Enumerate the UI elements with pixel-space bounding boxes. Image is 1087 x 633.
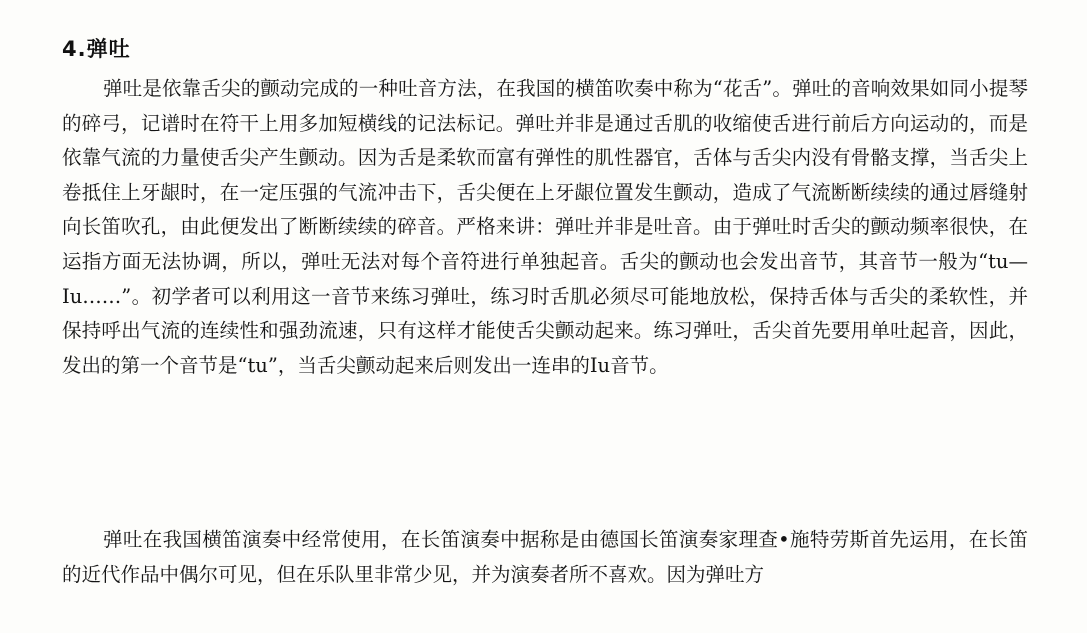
section-heading: 4.弹吐: [62, 37, 131, 61]
paragraph-flutter-tonguing-definition: 弹吐是依靠舌尖的颤动完成的一种吐音方法，在我国的横笛吹奏中称为“花舌”。弹吐的音响效果如同小提琴的碎弓，记谱时在符干上用多加短横线的记法标记。弹吐并非是通过舌肌的收缩使舌进行前后方向运动的，而是依靠气流的力量使舌尖产生颤动。因为舌是柔软而富有弹性的肌性器官，舌体与舌尖内没有骨骼支撑，当舌尖上卷抵住上牙龈时，在一定压强的气流冲击下，舌尖便在上牙龈位置发生颤动，造成了气流断断续续的通过唇缝射向长笛吹孔，由此便发出了断断续续的碎音。严格来讲：弹吐并非是吐音。由于弹吐时舌尖的颤动频率很快，在运指方面无法协调，所以，弹吐无法对每个音符进行单独起音。舌尖的颤动也会发出音节，其音节一般为“tu—Iu……”。初学者可以利用这一音节来练习弹吐，练习时舌肌必须尽可能地放松，保持舌体与舌尖的柔软性，并保持呼出气流的连续性和强劲流速，只有这样才能使舌尖颤动起来。练习弹吐，舌尖首先要用单吐起音，因此，发出的第一个音节是“tu”，当舌尖颤动起来后则发出一连串的Iu音节。: [62, 77, 1028, 377]
paragraph-flutter-tonguing-usage: 弹吐在我国横笛演奏中经常使用，在长笛演奏中据称是由德国长笛演奏家理查•施特劳斯首先运用，在长笛的近代作品中偶尔可见，但在乐队里非常少见，并为演奏者所不喜欢。因为弹吐方: [62, 528, 1028, 586]
